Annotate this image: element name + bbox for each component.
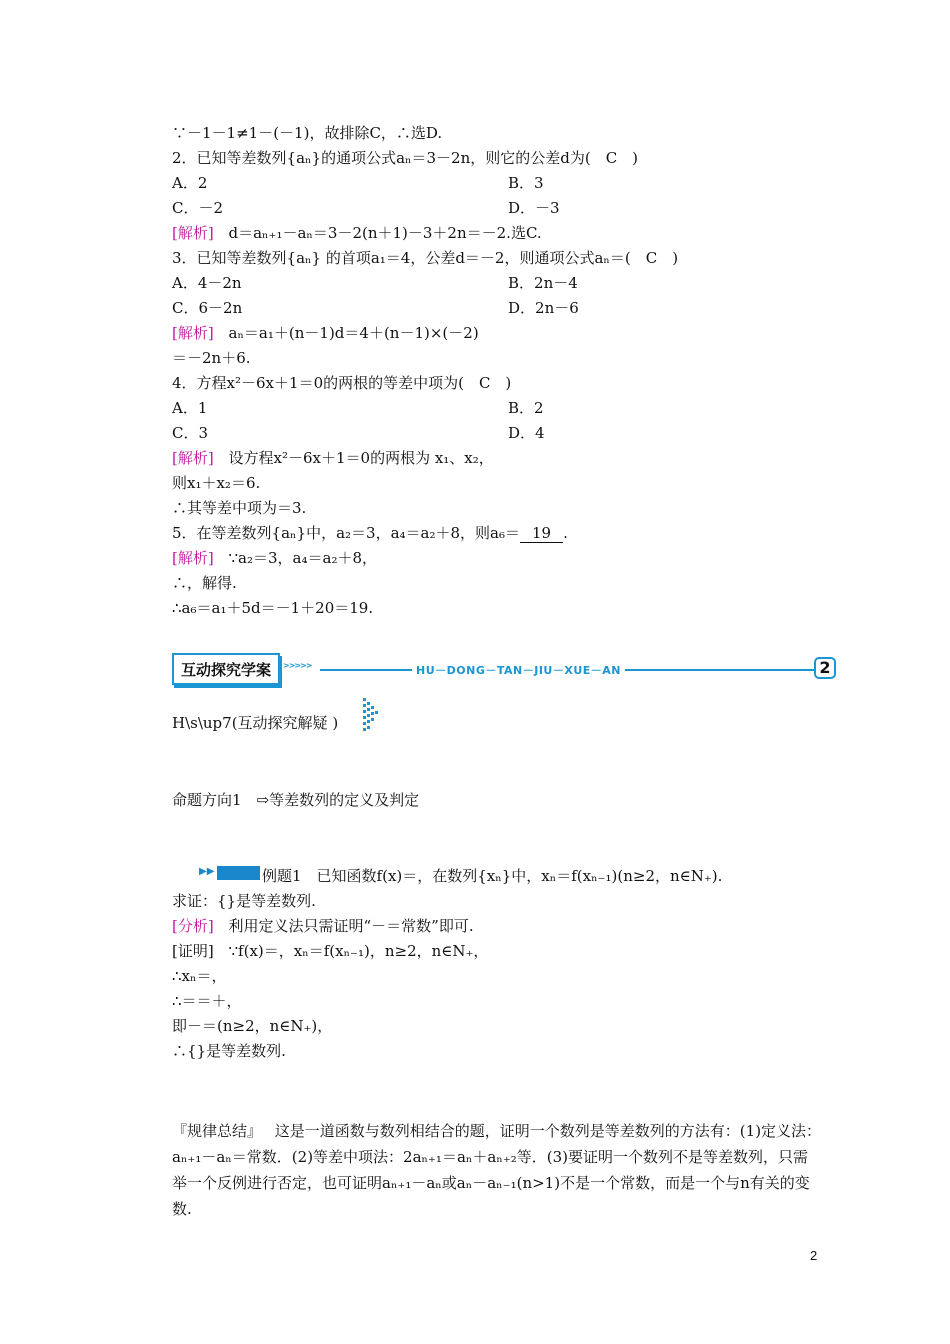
banner-title: 互动探究学案: [172, 653, 280, 685]
question-5: 5．在等差数列{aₙ}中，a₂＝3，a₄＝a₂＋8，则a₆＝ 19 .: [172, 524, 568, 542]
fast-forward-icon: ▶▶: [199, 866, 215, 877]
solution-text: ＝－2n＋6.: [172, 349, 251, 367]
solution-text: 设方程x²－6x＋1＝0的两根为 x₁、x₂，: [228, 449, 494, 467]
analysis-line: [172, 916, 474, 936]
question-2: 2．已知等差数列{aₙ}的通项公式aₙ＝3－2n，则它的公差d为( C ): [172, 149, 639, 167]
proof-text: ∴{}是等差数列.: [172, 1042, 286, 1060]
direction-heading: 命题方向1 ⇨等差数列的定义及判定: [172, 791, 420, 809]
page-number: 2: [810, 1248, 818, 1263]
solution-line: [172, 448, 494, 468]
option-c: C．6－2n: [172, 299, 243, 317]
solution-line: [172, 223, 542, 243]
solution-text: ∴a₆＝a₁＋5d＝－1＋20＝19.: [172, 599, 374, 617]
option-c: C．3: [172, 424, 209, 442]
option-d: D．2n－6: [508, 299, 579, 317]
solution-text: ∵a₂＝3，a₄＝a₂＋8，: [228, 549, 377, 567]
solution-text: ∴，解得.: [172, 574, 237, 592]
option-d: D．4: [508, 424, 545, 442]
analysis-tag: [分析]: [172, 917, 214, 935]
solution-text: ∴其等差中项为＝3.: [172, 499, 307, 517]
option-a: A．4－2n: [172, 274, 242, 292]
chevron-dots-icon: [362, 697, 382, 733]
option-d: D．－3: [508, 199, 560, 217]
summary-tag: 『规律总结』: [172, 1122, 263, 1140]
solution-line: [172, 323, 479, 343]
solution-line: [172, 548, 377, 568]
option-a: A．1: [172, 399, 208, 417]
analysis-tag: [解析]: [172, 324, 214, 342]
proof-text: ∵f(x)＝，xₙ＝f(xₙ₋₁)，n≥2，n∈N₊，: [228, 942, 489, 960]
banner-number: 2: [814, 657, 836, 679]
solution-text: 则x₁＋x₂＝6.: [172, 474, 261, 492]
option-b: B．2n－4: [508, 274, 578, 292]
summary-paragraph: [172, 1118, 822, 1222]
field-code-text: H\s\up7(互动探究解疑 ): [172, 714, 339, 732]
option-c: C．－2: [172, 199, 224, 217]
analysis-tag: [解析]: [172, 224, 214, 242]
analysis-text: 利用定义法只需证明“－＝常数”即可.: [228, 917, 474, 935]
question-4: 4．方程x²－6x＋1＝0的两根的等差中项为( C ): [172, 374, 512, 392]
question-text: 5．在等差数列{aₙ}中，a₂＝3，a₄＝a₂＋8，则a₆＝: [172, 524, 520, 542]
option-b: B．3: [508, 174, 544, 192]
example-label-bar: [217, 866, 260, 880]
proof-text: ∴＝＝＋，: [172, 992, 242, 1010]
option-a: A．2: [172, 174, 208, 192]
solution-text: d＝aₙ₊₁－aₙ＝3－2(n＋1)－3＋2n＝－2.选C.: [228, 224, 542, 242]
question-3: 3．已知等差数列{aₙ} 的首项a₁＝4，公差d＝－2，则通项公式aₙ＝( C ): [172, 249, 679, 267]
banner-arrows-icon: >>>>>: [283, 661, 312, 670]
example-goal: 求证：{}是等差数列.: [172, 892, 316, 910]
answer-blank: 19: [520, 525, 563, 543]
proof-text: 即－＝(n≥2，n∈N₊)，: [172, 1017, 333, 1035]
example-statement: 例题1 已知函数f(x)＝，在数列{xₙ}中，xₙ＝f(xₙ₋₁)(n≥2，n∈N₊).: [262, 867, 723, 885]
proof-tag: [证明]: [172, 942, 214, 960]
summary-text: 这是一道函数与数列相结合的题，证明一个数列是等差数列的方法有：(1)定义法：aₙ₊₁－aₙ＝常数．(2)等差中项法：2aₙ₊₁＝aₙ＋aₙ₊₂等．(3)要证明一个数列不是等差数列，只需举一个反例进行否定，也可证明aₙ₊₁－aₙ或aₙ－aₙ₋₁(n>1)不是一个常数，而是一个与n有关的变数.: [172, 1122, 822, 1218]
proof-text: ∴xₙ＝，: [172, 967, 227, 985]
option-b: B．2: [508, 399, 544, 417]
text-line: ∵－1－1≠1－(－1)，故排除C，∴选D.: [172, 124, 443, 142]
analysis-tag: [解析]: [172, 549, 214, 567]
solution-text: aₙ＝a₁＋(n－1)d＝4＋(n－1)×(－2): [228, 324, 479, 342]
section-banner: [172, 653, 840, 691]
analysis-tag: [解析]: [172, 449, 214, 467]
proof-line: [172, 941, 488, 961]
banner-pinyin: HU－DONG－TAN－JIU－XUE－AN: [412, 662, 625, 678]
